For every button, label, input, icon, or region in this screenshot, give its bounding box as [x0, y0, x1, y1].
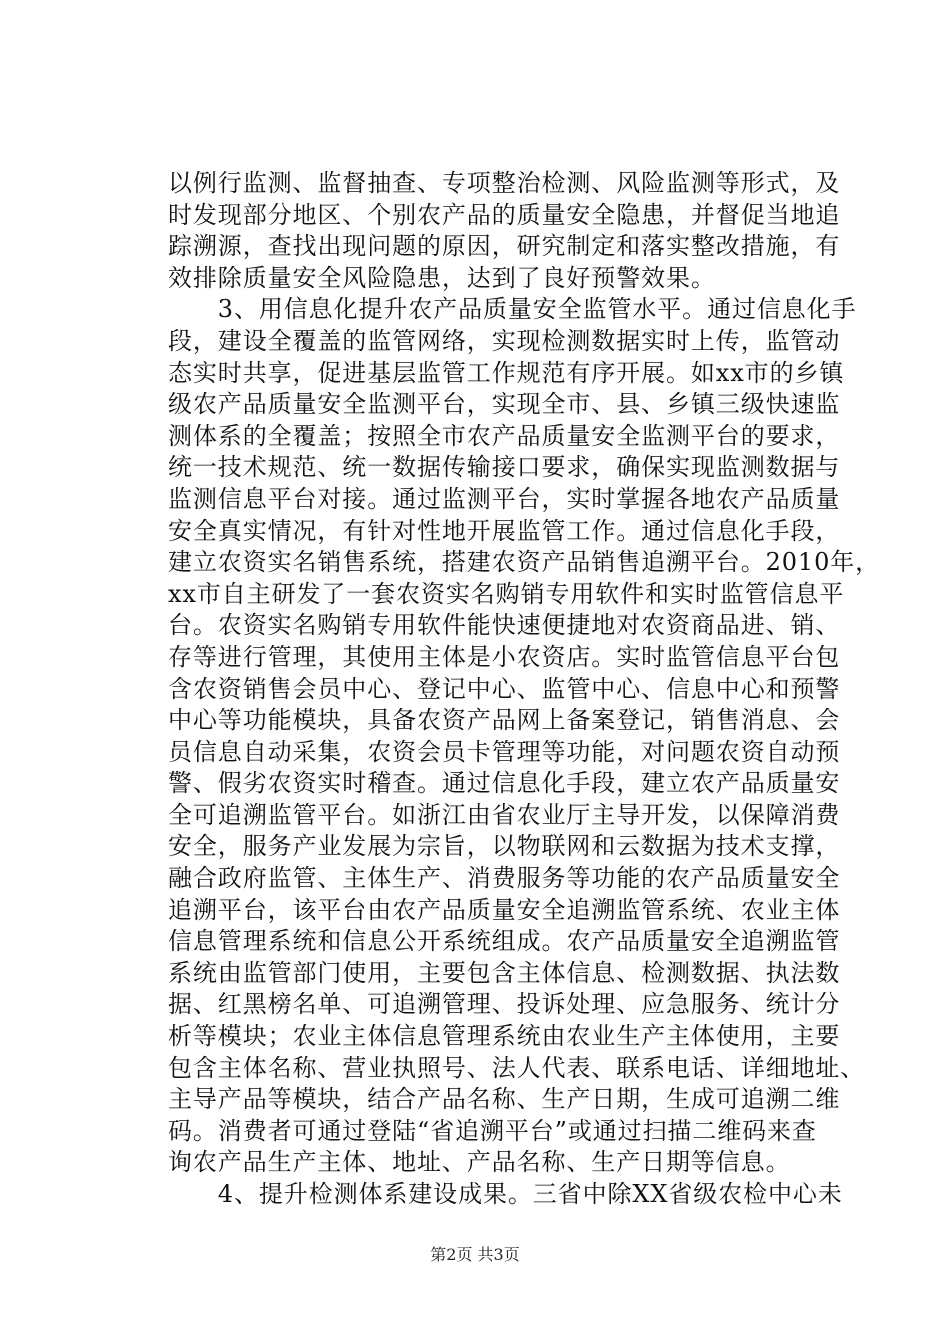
text-line: 追溯平台，该平台由农产品质量安全追溯监管系统、农业主体 [168, 895, 841, 924]
text-line: 包含主体名称、营业执照号、法人代表、联系电话、详细地址、 [168, 1053, 866, 1082]
text-line: 析等模块；农业主体信息管理系统由农业生产主体使用，主要 [168, 1022, 841, 1051]
text-line: 中心等功能模块，具备农资产品网上备案登记，销售消息、会 [168, 706, 841, 735]
text-line: 信息管理系统和信息公开系统组成。农产品质量安全追溯监管 [168, 927, 841, 956]
text-line: 融合政府监管、主体生产、消费服务等功能的农产品质量安全 [168, 864, 841, 893]
text-line: 主导产品等模块，结合产品名称、生产日期，生成可追溯二维 [168, 1085, 841, 1114]
text-line: 态实时共享，促进基层监管工作规范有序开展。如xx市的乡镇 [168, 358, 845, 387]
text-line: 统一技术规范、统一数据传输接口要求，确保实现监测数据与 [168, 453, 841, 482]
body-text [168, 168, 881, 1211]
text-line: 4、提升检测体系建设成果。三省中除XX省级农检中心未 [168, 1180, 843, 1208]
text-line: 系统由监管部门使用，主要包含主体信息、检测数据、执法数 [168, 958, 841, 987]
text-line: 含农资销售会员中心、登记中心、监管中心、信息中心和预警 [168, 674, 841, 703]
text-line: 级农产品质量安全监测平台，实现全市、县、乡镇三级快速监 [168, 390, 841, 419]
text-line: 询农产品生产主体、地址、产品名称、生产日期等信息。 [168, 1148, 791, 1177]
page-number-footer: 第2页 共3页 [430, 1245, 520, 1264]
text-line: 段，建设全覆盖的监管网络，实现检测数据实时上传，监管动 [168, 326, 841, 355]
text-line: 踪溯源，查找出现问题的原因，研究制定和落实整改措施，有 [168, 232, 841, 261]
text-line: 安全真实情况，有针对性地开展监管工作。通过信息化手段， [168, 516, 841, 545]
text-line: 时发现部分地区、个别农产品的质量安全隐患，并督促当地追 [168, 200, 841, 229]
text-line: 全可追溯监管平台。如浙江由省农业厅主导开发，以保障消费 [168, 800, 841, 829]
text-line: 监测信息平台对接。通过监测平台，实时掌握各地农产品质量 [168, 484, 841, 513]
text-line: xx市自主研发了一套农资实名购销专用软件和实时监管信息平 [168, 579, 845, 608]
text-line: 警、假劣农资实时稽查。通过信息化手段，建立农产品质量安 [168, 769, 841, 798]
text-line: 效排除质量安全风险隐患，达到了良好预警效果。 [168, 263, 716, 292]
text-line: 测体系的全覆盖；按照全市农产品质量安全监测平台的要求， [168, 421, 841, 450]
text-line: 据、红黑榜名单、可追溯管理、投诉处理、应急服务、统计分 [168, 990, 841, 1019]
text-line: 3、用信息化提升农产品质量安全监管水平。通过信息化手 [168, 295, 857, 324]
text-line: 存等进行管理，其使用主体是小农资店。实时监管信息平台包 [168, 642, 841, 671]
text-line: 员信息自动采集，农资会员卡管理等功能，对问题农资自动预 [168, 737, 841, 766]
text-line: 建立农资实名销售系统，搭建农资产品销售追溯平台。2010年， [168, 548, 881, 577]
text-line: 码。消费者可通过登陆“省追溯平台”或通过扫描二维码来查 [168, 1116, 817, 1145]
text-line: 以例行监测、监督抽查、专项整治检测、风险监测等形式，及 [168, 169, 841, 197]
text-line: 台。农资实名购销专用软件能快速便捷地对农资商品进、销、 [168, 611, 841, 640]
text-line: 安全，服务产业发展为宗旨，以物联网和云数据为技术支撑， [168, 832, 841, 861]
